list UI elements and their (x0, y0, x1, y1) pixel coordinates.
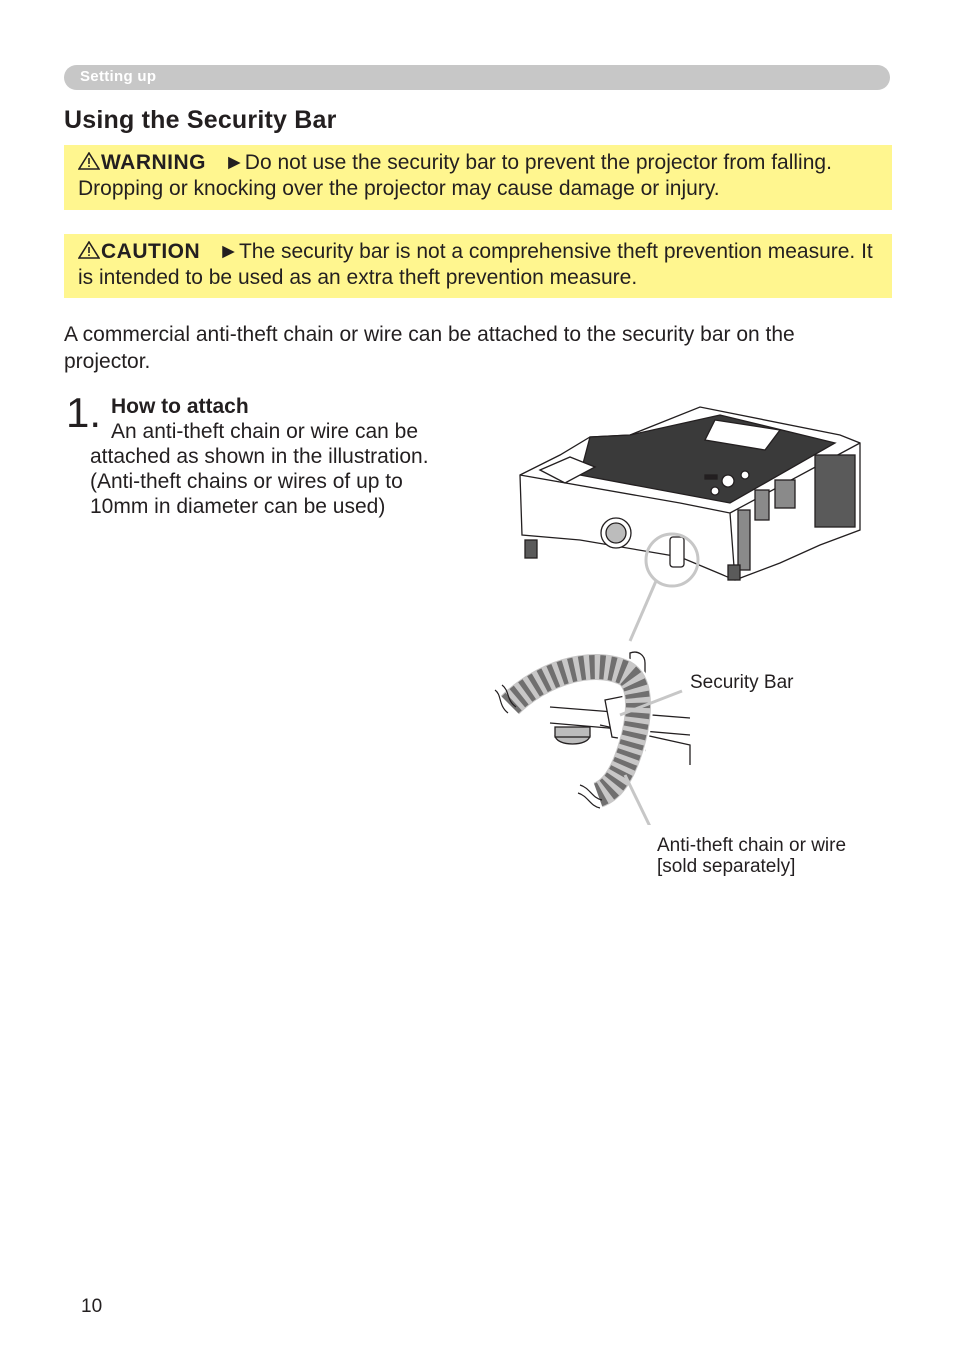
step-line-2: attached as shown in the illustration. (90, 445, 429, 468)
section-header-bar (64, 65, 890, 90)
chain-callout (657, 835, 846, 877)
caution-label: CAUTION (101, 240, 201, 263)
step-line-4: 10mm in diameter can be used) (90, 495, 386, 518)
warning-triangle-icon (78, 152, 100, 170)
caution-notice (64, 234, 892, 298)
step-number: 1. (66, 389, 102, 436)
section-label: Setting up (80, 68, 157, 85)
warning-text: ►Do not use the security bar to prevent the projector from falling. Dropping or knocking over the projector may cause damage or injury. (78, 151, 832, 200)
step-heading: How to attach (111, 395, 249, 418)
page-number: 10 (81, 1296, 103, 1317)
warning-label-group (78, 151, 206, 174)
warning-label: WARNING (101, 151, 206, 174)
chain-callout-line-2: [sold separately] (657, 856, 796, 877)
security-bar-callout: Security Bar (690, 672, 794, 693)
step-line-3: (Anti-theft chains or wires of up to (90, 470, 403, 493)
chain-callout-line-1: Anti-theft chain or wire (657, 835, 847, 856)
caution-label-group (78, 240, 200, 263)
step-description (90, 419, 470, 519)
projector-image (520, 407, 860, 580)
step-line-1: An anti-theft chain or wire can be (111, 420, 419, 443)
page-title: Using the Security Bar (64, 106, 337, 134)
security-bar-illustration (480, 395, 880, 825)
caution-text: ►The security bar is not a comprehensive theft prevention measure. It is intended to be used as an extra theft prevention measure. (78, 240, 873, 289)
caution-triangle-icon (78, 241, 100, 259)
intro-paragraph: A commercial anti-theft chain or wire can be attached to the security bar on the projector. (64, 323, 795, 373)
warning-notice (64, 145, 892, 210)
